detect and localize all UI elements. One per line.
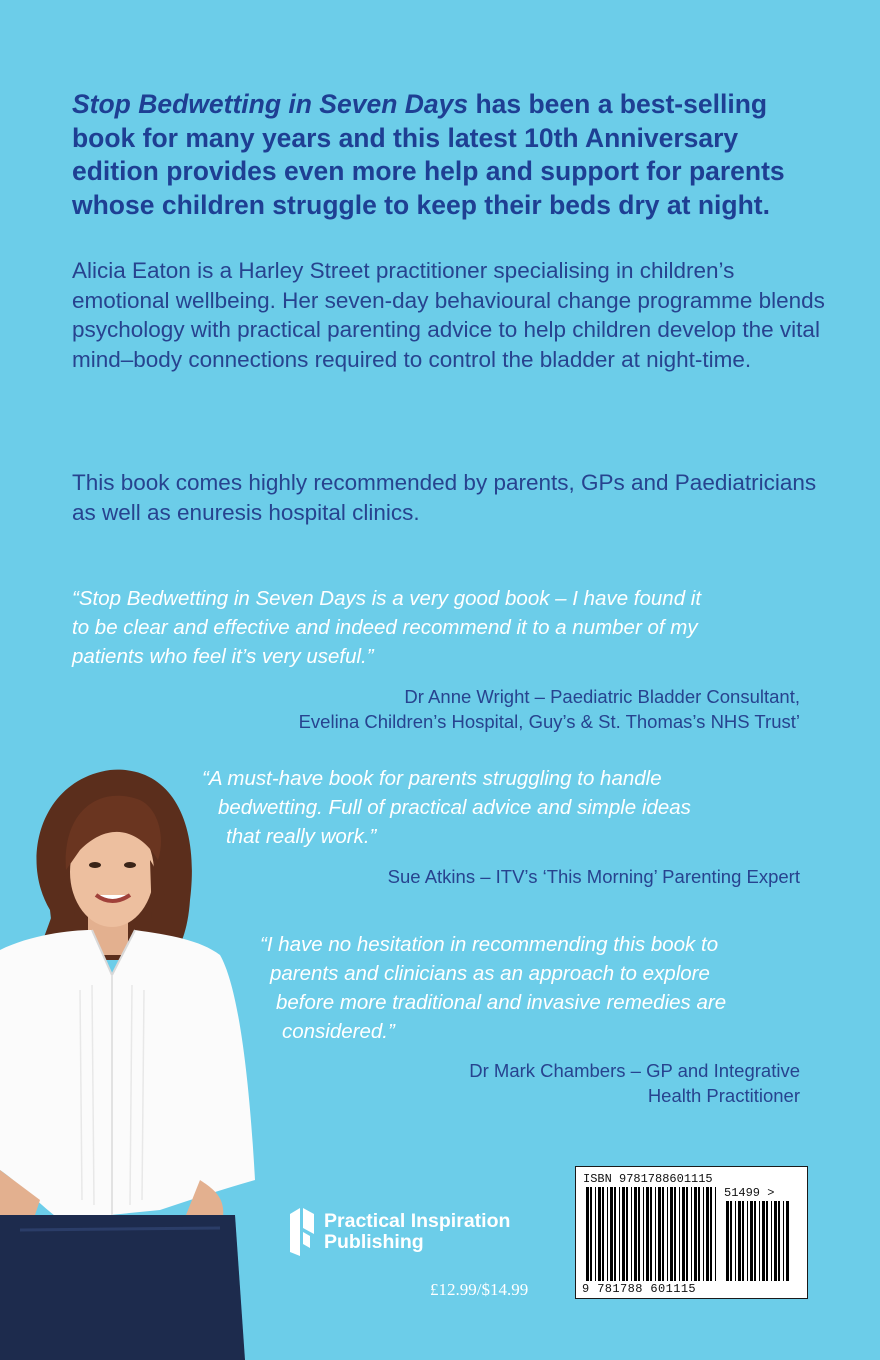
recommendation-paragraph: This book comes highly recommended by parents, GPs and Paediatricians as well as enuresis hospital clinics. [72,470,817,525]
quote-line: considered.” [282,1020,395,1043]
publisher-logo [288,1206,510,1258]
ean-barcode-bars [586,1187,718,1281]
attribution-line: Sue Atkins – ITV’s ‘This Morning’ Parenting Expert [387,866,800,887]
barcode-addon: 51499 > [724,1186,775,1200]
quote-line: “Stop Bedwetting in Seven Days is a very good book – I have found it [72,587,702,610]
publisher-mark-icon [288,1206,318,1258]
attribution-line: Dr Anne Wright – Paediatric Bladder Consultant, [404,686,800,707]
quote-line: that really work.” [226,825,377,848]
price: £12.99/$14.99 [430,1280,529,1299]
testimonial-attribution-3 [469,1058,800,1108]
attribution-line: Evelina Children’s Hospital, Guy’s & St. Thomas’s NHS Trust’ [298,711,800,732]
attribution-line: Health Practitioner [647,1085,800,1106]
book-title: Stop Bedwetting in Seven Days [72,89,469,119]
testimonial-quote-3 [260,930,726,1046]
intro-text: has been a best-selling book for many years and this latest 10th Anniversary edition provides even more help and support for parents whose children struggle to keep their beds dry at night. [72,89,785,220]
intro-blurb [72,88,832,222]
testimonial-attribution-2 [388,864,800,889]
testimonial-quote-1 [72,584,701,671]
author-paragraph: Alicia Eaton is a Harley Street practitioner specialising in children’s emotional wellbeing. Her seven-day behavioural change programme blends psychology with practical parenting advice to help children develop the vital mind–body connections required to control the bladder at night-time. [72,258,825,372]
quote-line: to be clear and effective and indeed recommend it to a number of my [72,616,698,639]
quote-line: patients who feel it’s very useful.” [72,645,374,668]
quote-line: parents and clinicians as an approach to explore [270,962,710,985]
attribution-line: Dr Mark Chambers – GP and Integrative [469,1060,800,1081]
isbn-label: ISBN 9781788601115 [583,1172,713,1186]
quote-line: “I have no hesitation in recommending this book to [260,933,719,956]
testimonial-quote-2 [202,764,691,851]
barcode-digits: 9 781788 601115 [582,1282,697,1296]
publisher-name-line1: Practical Inspiration [324,1210,511,1232]
publisher-name-line2: Publishing [324,1231,424,1253]
quote-line: “A must-have book for parents struggling to handle [202,767,662,790]
addon-barcode-bars [726,1201,790,1281]
quote-line: before more traditional and invasive remedies are [276,991,727,1014]
quote-line: bedwetting. Full of practical advice and simple ideas [218,796,691,819]
testimonial-attribution-1 [299,684,800,734]
isbn-barcode [575,1166,808,1299]
